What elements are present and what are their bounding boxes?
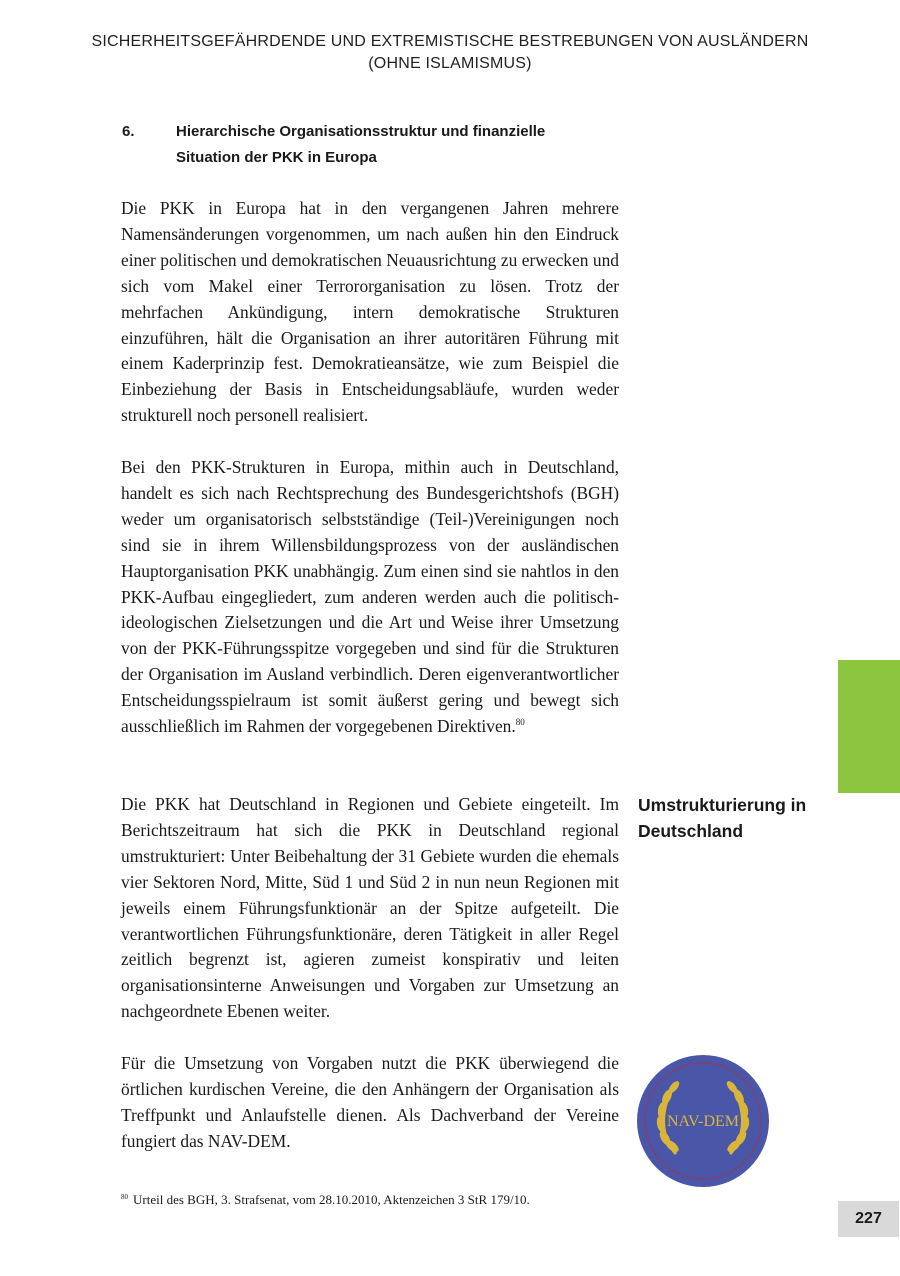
logo-text: NAV-DEM xyxy=(666,1113,740,1130)
paragraph-3: Die PKK hat Deutschland in Regionen und Gebiete eingeteilt. Im Berichtszeitraum hat sich die PKK in Deutschland regional umstrukturiert: Unter Beibehaltung der 31 Gebiete wurden die ehemals vier Sektoren Nord, Mitte, Süd 1 und Süd 2 in nun neun Regionen mit jeweils einem Führungsfunktionär an der Spitze aufgeteilt. Die verantwortlichen Führungsfunktionäre, deren Tätigkeit in aller Regel zeitlich begrenzt ist, agieren zumeist konspirativ und leiten organisationsinterne Anweisungen und Vorgaben zur Umsetzung an nachgeordnete Ebenen weiter. xyxy=(121,794,619,1022)
section-number: 6. xyxy=(122,123,135,140)
margin-heading-line1: Umstrukturierung in xyxy=(638,795,807,815)
running-header-line1: SICHERHEITSGEFÄHRDENDE UND EXTREMISTISCHE BESTREBUNGEN VON AUSLÄNDERN xyxy=(91,33,809,50)
chapter-color-tab xyxy=(838,660,900,793)
paragraph-1: Die PKK in Europa hat in den vergangenen Jahren mehrere Namensänderungen vorgenommen, um nach außen hin den Eindruck einer politischen und demokratischen Neuausrichtung zu erwecken und sich vom Makel einer Terrororganisation zu lösen. Trotz der mehrfachen Ankündigung, intern demokratische Strukturen einzuführen, hält die Organisation an ihrer autoritären Führung mit einem Kaderprinzip fest. Demokratieansätze, wie zum Beispiel die Einbeziehung der Basis in Entscheidungsabläufe, wurden weder strukturell noch personell realisiert. xyxy=(121,198,619,426)
section-title-line1: Hierarchische Organisationsstruktur und finanzielle xyxy=(176,123,546,140)
nav-dem-logo xyxy=(636,1054,770,1188)
section-title-line2: Situation der PKK in Europa xyxy=(176,149,377,166)
footnote-number: 80 xyxy=(121,1193,128,1201)
margin-heading-line2: Deutschland xyxy=(638,821,744,841)
section-heading xyxy=(122,119,622,171)
page-number: 227 xyxy=(838,1201,899,1237)
margin-heading xyxy=(638,792,828,844)
paragraph-4: Für die Umsetzung von Vorgaben nutzt die PKK überwiegend die örtlichen kurdischen Vereine, die den Anhängern der Organisation als Treffpunkt und Anlaufstelle dienen. Als Dachverband der Vereine fungiert das NAV-DEM. xyxy=(121,1053,619,1151)
footnote-text: Urteil des BGH, 3. Strafsenat, vom 28.10.2010, Aktenzeichen 3 StR 179/10. xyxy=(133,1192,530,1207)
running-header-line2: (OHNE ISLAMISMUS) xyxy=(368,55,532,72)
paragraph-2-text: Bei den PKK-Strukturen in Europa, mithin auch in Deutschland, handelt es sich nach Rechtsprechung des Bundesgerichtshofs (BGH) weder um organisatorisch selbstständige (Teil-)Vereinigungen noch sind sie in ihrem Willensbildungsprozess von der ausländischen Hauptorganisation PKK unabhängig. Zum einen sind sie nahtlos in den PKK-Aufbau eingegliedert, zum anderen werden auch die politisch-ideologischen Zielsetzungen und die Art und Weise ihrer Umsetzung von der PKK-Führungsspitze vorgegeben und sind für die Strukturen der Organisation im Ausland verbindlich. Deren eigenverantwortlicher Entscheidungsspielraum ist somit äußerst gering und bewegt sich ausschließlich im Rahmen der vorgegebenen Direktiven. xyxy=(121,457,619,737)
footnote-reference[interactable]: 80 xyxy=(515,717,525,728)
running-header xyxy=(0,31,900,75)
footnote xyxy=(121,1188,681,1209)
paragraph-2 xyxy=(121,455,619,740)
